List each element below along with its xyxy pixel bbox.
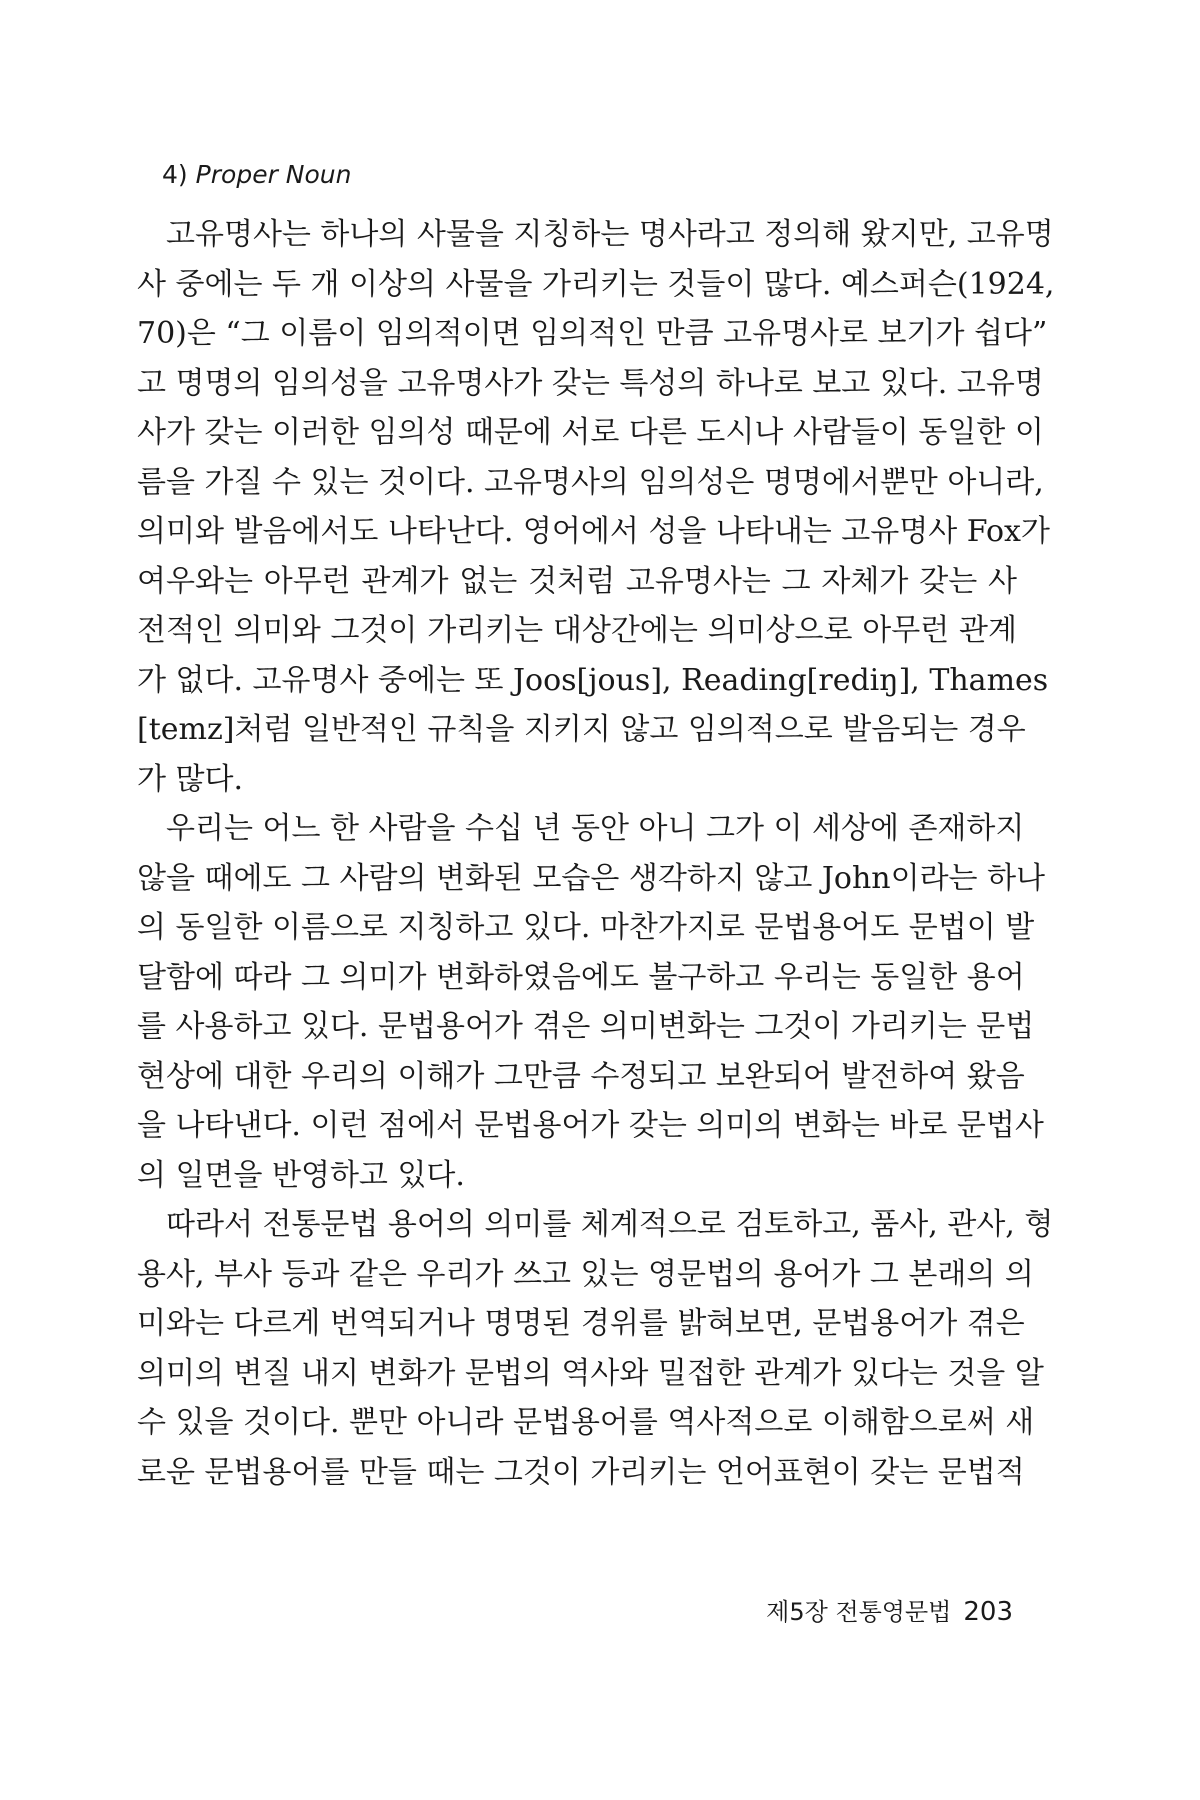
text-line: 가 없다. 고유명사 중에는 또 Joos[jous], Reading[rediŋ], Thames bbox=[137, 662, 1049, 698]
text-line: 로운 문법용어를 만들 때는 그것이 가리키는 언어표현이 갖는 문법적 bbox=[137, 1454, 1025, 1490]
text-line: 름을 가질 수 있는 것이다. 고유명사의 임의성은 명명에서뿐만 아니라, bbox=[137, 464, 1044, 500]
body-text bbox=[137, 210, 1055, 1497]
text-line: 의미의 변질 내지 변화가 문법의 역사와 밀접한 관계가 있다는 것을 알 bbox=[137, 1355, 1044, 1391]
text-line: 달함에 따라 그 의미가 변화하였음에도 불구하고 우리는 동일한 용어 bbox=[137, 959, 1025, 995]
running-footer-chapter: 제5장 전통영문법 bbox=[766, 1598, 952, 1626]
text-line: 의 동일한 이름으로 지칭하고 있다. 마찬가지로 문법용어도 문법이 발 bbox=[137, 910, 1035, 945]
text-line: 70)은 “그 이름이 임의적이면 임의적인 만큼 고유명사로 보기가 쉽다” bbox=[137, 316, 1048, 351]
text-line: 사가 갖는 이러한 임의성 때문에 서로 다른 도시나 사람들이 동일한 이 bbox=[137, 415, 1044, 450]
text-line: 수 있을 것이다. 뿐만 아니라 문법용어를 역사적으로 이해함으로써 새 bbox=[137, 1405, 1035, 1440]
page-number: 203 bbox=[963, 1597, 1013, 1627]
text-line: [temz]처럼 일반적인 규칙을 지키지 않고 임의적으로 발음되는 경우 bbox=[137, 712, 1026, 747]
section-heading bbox=[162, 160, 351, 189]
section-number: 4) bbox=[162, 160, 188, 189]
text-line: 않을 때에도 그 사람의 변화된 모습은 생각하지 않고 John이라는 하나 bbox=[137, 860, 1046, 896]
section-title: Proper Noun bbox=[195, 160, 352, 189]
text-line: 고 명명의 임의성을 고유명사가 갖는 특성의 하나로 보고 있다. 고유명 bbox=[137, 365, 1044, 401]
text-line: 현상에 대한 우리의 이해가 그만큼 수정되고 보완되어 발전하여 왔음 bbox=[137, 1058, 1025, 1094]
text-line: 따라서 전통문법 용어의 의미를 체계적으로 검토하고, 품사, 관사, 형 bbox=[166, 1207, 1054, 1242]
text-line: 을 나타낸다. 이런 점에서 문법용어가 갖는 의미의 변화는 바로 문법사 bbox=[137, 1108, 1044, 1143]
text-line: 고유명사는 하나의 사물을 지칭하는 명사라고 정의해 왔지만, 고유명 bbox=[166, 217, 1054, 252]
text-line: 미와는 다르게 번역되거나 명명된 경위를 밝혀보면, 문법용어가 겪은 bbox=[137, 1306, 1025, 1341]
text-line: 를 사용하고 있다. 문법용어가 겪은 의미변화는 그것이 가리키는 문법 bbox=[137, 1009, 1035, 1044]
text-line: 전적인 의미와 그것이 가리키는 대상간에는 의미상으로 아무런 관계 bbox=[137, 613, 1017, 648]
page-footer bbox=[766, 1592, 1013, 1627]
text-line: 사 중에는 두 개 이상의 사물을 가리키는 것들이 많다. 예스퍼슨(1924, bbox=[137, 266, 1055, 302]
text-line: 의미와 발음에서도 나타난다. 영어에서 성을 나타내는 고유명사 Fox가 bbox=[137, 514, 1050, 549]
text-line: 의 일면을 반영하고 있다. bbox=[137, 1157, 465, 1193]
text-line: 가 많다. bbox=[137, 761, 244, 797]
text-line: 여우와는 아무런 관계가 없는 것처럼 고유명사는 그 자체가 갖는 사 bbox=[137, 563, 1017, 599]
text-line: 우리는 어느 한 사람을 수십 년 동안 아니 그가 이 세상에 존재하지 bbox=[166, 811, 1025, 846]
text-line: 용사, 부사 등과 같은 우리가 쓰고 있는 영문법의 용어가 그 본래의 의 bbox=[137, 1256, 1034, 1292]
